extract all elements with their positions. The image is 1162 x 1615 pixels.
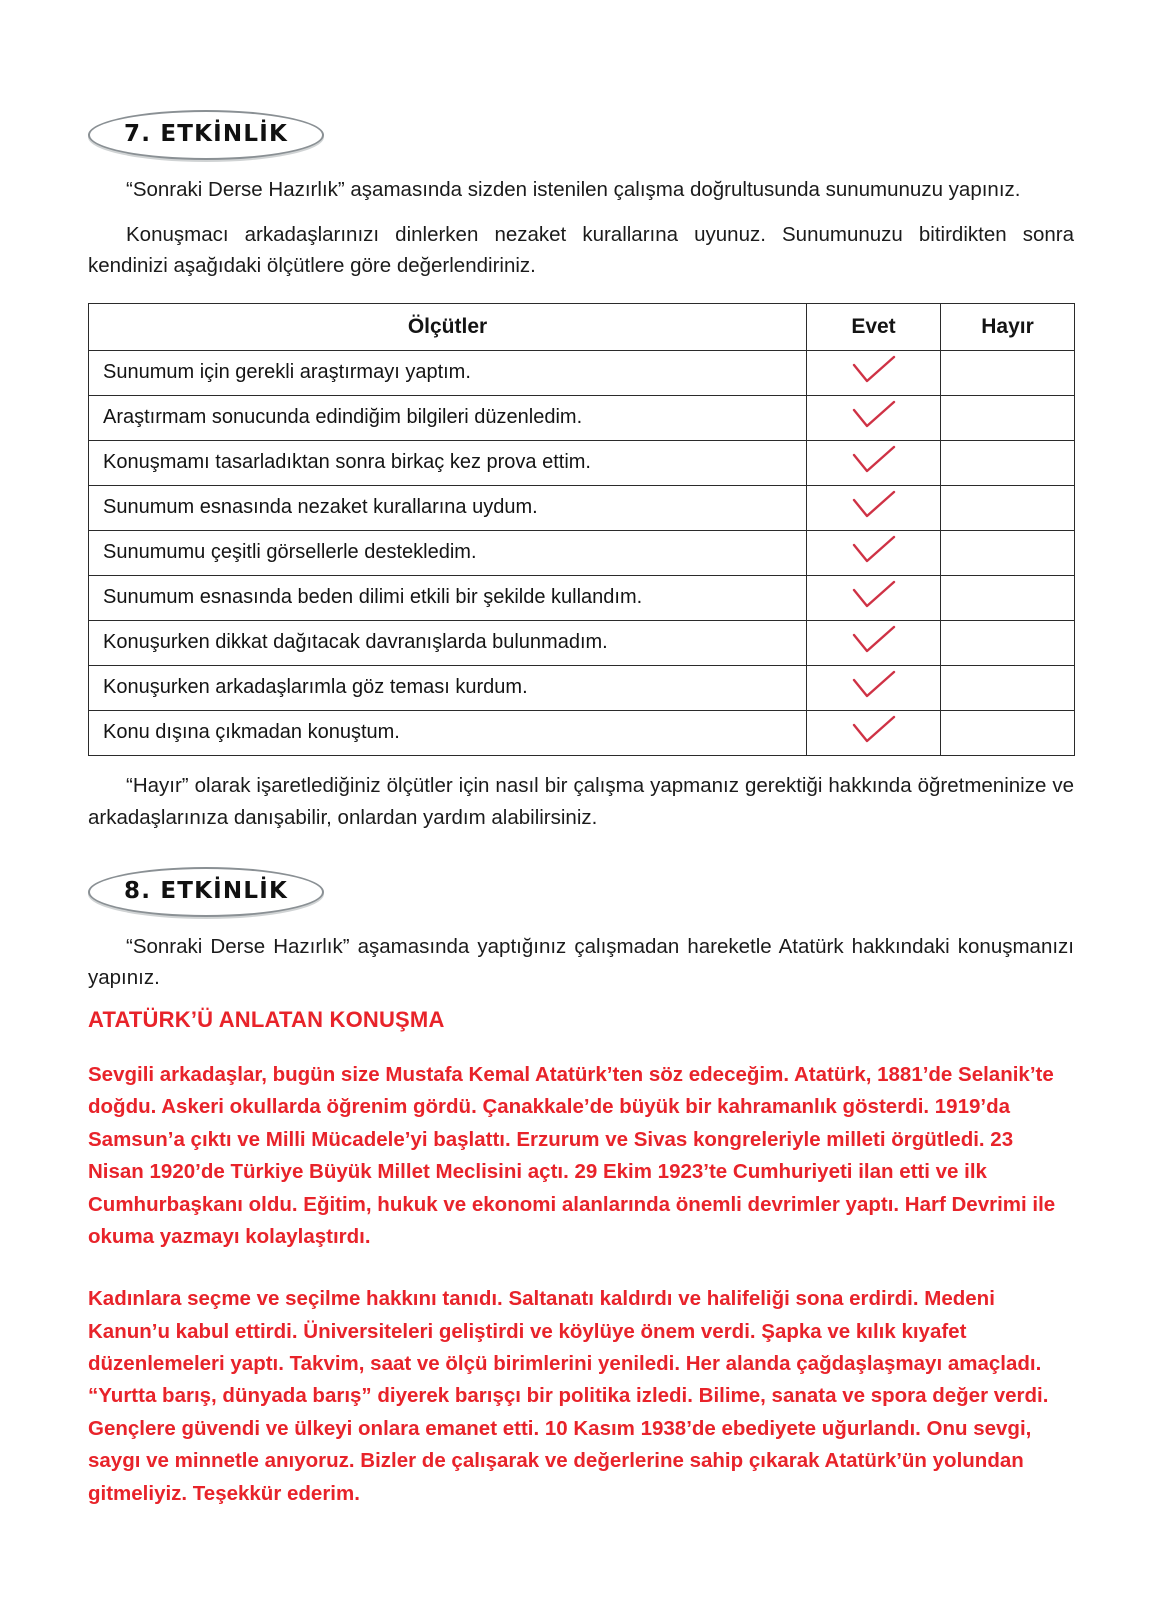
checkbox-no[interactable] (941, 666, 1075, 711)
activity-7-badge-label: 7. ETKİNLİK (124, 121, 289, 147)
checkbox-yes[interactable] (807, 441, 941, 486)
criterion-text: Sunumumu çeşitli görsellerle destekledim. (89, 531, 807, 576)
activity-8-badge (88, 867, 1074, 917)
checkbox-yes[interactable] (807, 351, 941, 396)
table-row (89, 621, 1075, 666)
table-row (89, 711, 1075, 756)
criterion-text: Konu dışına çıkmadan konuştum. (89, 711, 807, 756)
checkbox-no[interactable] (941, 621, 1075, 666)
badge-oval (88, 867, 324, 917)
criterion-text: Sunumum için gerekli araştırmayı yaptım. (89, 351, 807, 396)
table-row (89, 531, 1075, 576)
criterion-text: Sunumum esnasında nezaket kurallarına uydum. (89, 486, 807, 531)
activity-8-paragraph: “Sonraki Derse Hazırlık” aşamasında yaptığınız çalışmadan hareketle Atatürk hakkındaki konuşmanızı yapınız. (88, 934, 1074, 989)
checkbox-yes[interactable] (807, 396, 941, 441)
page-content (88, 110, 1074, 1510)
column-header-criteria: Ölçütler (89, 304, 807, 351)
criterion-text: Sunumum esnasında beden dilimi etkili bir şekilde kullandım. (89, 576, 807, 621)
check-icon (851, 580, 897, 610)
activity-8-badge-label: 8. ETKİNLİK (124, 877, 289, 904)
table-header-row (89, 304, 1075, 351)
checkbox-yes[interactable] (807, 666, 941, 711)
checkbox-yes[interactable] (807, 486, 941, 531)
activity-7-paragraph-1: “Sonraki Derse Hazırlık” aşamasında sizden istenilen çalışma doğrultusunda sunumunuzu yapınız. (126, 178, 1021, 201)
table-row (89, 486, 1075, 531)
table-row (89, 441, 1075, 486)
check-icon (851, 535, 897, 565)
table-row (89, 666, 1075, 711)
activity-7-badge (88, 110, 1074, 160)
check-icon (851, 445, 897, 475)
criterion-text: Araştırmam sonucunda edindiğim bilgileri düzenledim. (89, 396, 807, 441)
check-icon (851, 715, 897, 745)
check-icon (851, 625, 897, 655)
table-row (89, 396, 1075, 441)
criterion-text: Konuşurken dikkat dağıtacak davranışlarda bulunmadım. (89, 621, 807, 666)
check-icon (851, 670, 897, 700)
checkbox-no[interactable] (941, 711, 1075, 756)
column-header-no: Hayır (941, 304, 1075, 351)
criterion-text: Konuşmamı tasarladıktan sonra birkaç kez prova ettim. (89, 441, 807, 486)
checkbox-no[interactable] (941, 486, 1075, 531)
checkbox-no[interactable] (941, 576, 1075, 621)
speech-paragraph-2: Kadınlara seçme ve seçilme hakkını tanıdı. Saltanatı kaldırdı ve halifeliği sona erdirdi. Medeni Kanun’u kabul ettirdi. Üniversiteleri geliştirdi ve köylüye önem verdi. Şapka ve kılık kıyafet düzenlemeleri yaptı. Takvim, saat ve ölçü birimlerini yeniledi. Her alanda çağdaşlaşmayı amaçladı. “Yurtta barış, dünyada barış” diyerek barışçı bir politika izledi. Bilime, sanata ve spora değer verdi. Gençlere güvendi ve ülkeyi onlara emanet etti. 10 Kasım 1938’de ebediyete uğurlandı. Onu sevgi, saygı ve minnetle anıyoruz. Bizler de çalışarak ve değerlerine sahip çıkarak Atatürk’ün yolundan gitmeliyiz. Teşekkür ederim. (88, 1287, 1049, 1505)
criterion-text: Konuşurken arkadaşlarımla göz teması kurdum. (89, 666, 807, 711)
badge-oval (88, 110, 324, 160)
activity-7-paragraph-2: Konuşmacı arkadaşlarınızı dinlerken nezaket kurallarına uyunuz. Sunumunuzu bitirdikten sonra kendinizi aşağıdaki ölçütlere göre değerlendiriniz. (88, 223, 1074, 278)
checkbox-yes[interactable] (807, 711, 941, 756)
table-row (89, 576, 1075, 621)
check-icon (851, 355, 897, 385)
checkbox-no[interactable] (941, 441, 1075, 486)
check-icon (851, 490, 897, 520)
activity-7-closing-paragraph: “Hayır” olarak işaretlediğiniz ölçütler için nasıl bir çalışma yapmanız gerektiği hakkında öğretmeninize ve arkadaşlarınıza danışabilir, onlardan yardım alabilirsiniz. (88, 774, 1074, 829)
checkbox-no[interactable] (941, 396, 1075, 441)
checkbox-yes[interactable] (807, 576, 941, 621)
checkbox-yes[interactable] (807, 531, 941, 576)
check-icon (851, 400, 897, 430)
checkbox-no[interactable] (941, 531, 1075, 576)
checkbox-yes[interactable] (807, 621, 941, 666)
self-assessment-table (88, 303, 1075, 756)
speech-paragraph-1: Sevgili arkadaşlar, bugün size Mustafa Kemal Atatürk’ten söz edeceğim. Atatürk, 1881’de Selanik’te doğdu. Askeri okullarda öğrenim gördü. Çanakkale’de büyük bir kahramanlık gösterdi. 1919’da Samsun’a çıktı ve Milli Mücadele’yi başlattı. Erzurum ve Sivas kongreleriyle milleti örgütledi. 23 Nisan 1920’de Türkiye Büyük Millet Meclisini açtı. 29 Ekim 1923’te Cumhuriyeti ilan etti ve ilk Cumhurbaşkanı oldu. Eğitim, hukuk ve ekonomi alanlarında önemli devrimler yaptı. Harf Devrimi ile okuma yazmayı kolaylaştırdı. (88, 1063, 1056, 1248)
column-header-yes: Evet (807, 304, 941, 351)
table-row (89, 351, 1075, 396)
checkbox-no[interactable] (941, 351, 1075, 396)
speech-title: ATATÜRK’Ü ANLATAN KONUŞMA (88, 1007, 445, 1033)
